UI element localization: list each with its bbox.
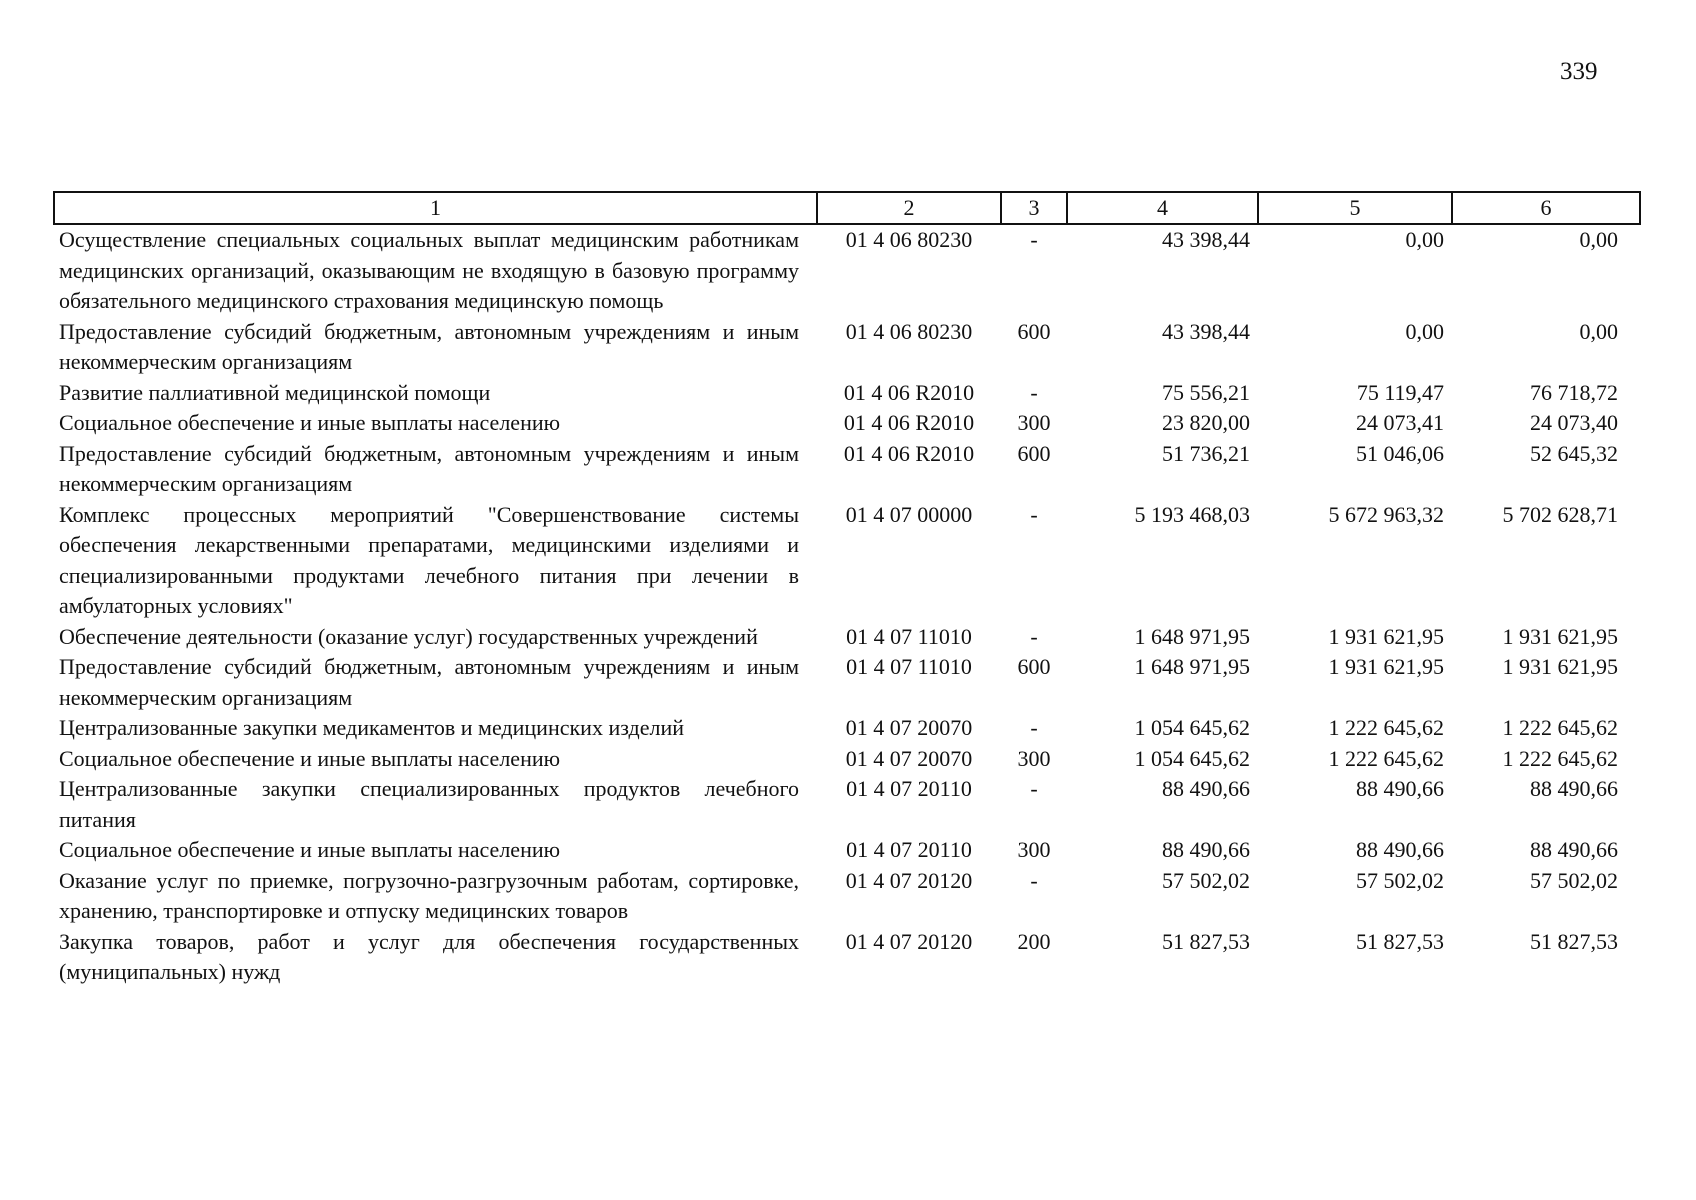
row-code-cell: 01 4 06 R2010 [843,379,975,405]
row-amount-col5-cell: 1 222 645,62 [1328,715,1444,740]
row-amount-col6-cell: 1 222 645,62 [1502,745,1618,771]
table-row [54,378,1640,409]
row-amount-col6-cell: 51 827,53 [1530,928,1618,954]
row-amount-col5-cell: 1 931 621,95 [1328,623,1444,649]
row-amount-col6-cell: 5 702 628,71 [1502,501,1618,527]
row-amount-col6-cell: 88 490,66 [1530,837,1618,862]
row-expense-type-cell: - [1030,715,1038,740]
table-row [54,500,1640,622]
row-amount-col6-cell: 76 718,72 [1530,379,1618,405]
row-expense-type-cell: 300 [1017,745,1051,771]
row-amount-col6-cell: 57 502,02 [1530,867,1618,893]
row-code-cell: 01 4 06 80230 [845,227,973,252]
row-amount-col5-cell: 88 490,66 [1356,837,1444,862]
row-code-cell: 01 4 07 11010 [846,623,972,649]
row-amount-col5-cell: 0,00 [1405,318,1444,344]
row-amount-col6-cell: 24 073,40 [1530,410,1618,435]
row-amount-col4-cell: 57 502,02 [1162,867,1250,893]
row-amount-col4-cell: 43 398,44 [1162,227,1250,252]
row-code-cell: 01 4 07 20110 [846,837,972,862]
row-amount-col5-cell: 1 222 645,62 [1328,745,1444,771]
row-amount-col6-cell: 0,00 [1579,227,1618,252]
row-expense-type-cell: - [1030,623,1038,649]
row-amount-col5-cell: 1 931 621,95 [1328,654,1444,679]
column-header-3: 3 [1001,192,1067,224]
table-row [54,652,1640,713]
row-amount-col5-cell: 51 046,06 [1356,440,1444,466]
row-code-cell: 01 4 06 80230 [845,318,973,344]
row-name-cell: Социальное обеспечение и иные выплаты населению [59,745,561,771]
row-amount-col4-cell: 5 193 468,03 [1134,501,1250,527]
row-amount-col6-cell: 1 222 645,62 [1502,715,1618,740]
row-name-cell: Централизованные закупки специализированных продуктов лечебного питания [59,776,799,832]
row-expense-type-cell: - [1030,379,1038,405]
page-number: 339 [1560,58,1598,85]
row-amount-col4-cell: 1 054 645,62 [1134,745,1250,771]
row-amount-col6-cell: 88 490,66 [1530,776,1618,801]
row-name-cell: Предоставление субсидий бюджетным, автономным учреждениям и иным некоммерческим организациям [59,318,799,374]
row-amount-col5-cell: 0,00 [1405,227,1444,252]
row-name-cell: Комплекс процессных мероприятий "Совершенствование системы обеспечения лекарственными препаратами, медицинскими изделиями и специализированными продуктами лечебного питания при лечении в амбулаторных условиях" [59,501,799,618]
row-name-cell: Обеспечение деятельности (оказание услуг) государственных учреждений [59,623,758,649]
table-row [54,439,1640,500]
row-amount-col6-cell: 0,00 [1579,318,1618,344]
row-expense-type-cell: - [1030,776,1038,801]
row-amount-col5-cell: 75 119,47 [1356,379,1444,405]
table-row [54,713,1640,744]
table-row [54,744,1640,775]
row-expense-type-cell: - [1030,867,1038,893]
row-amount-col5-cell: 24 073,41 [1356,410,1444,435]
column-header-6: 6 [1452,192,1640,224]
budget-table [53,191,1641,988]
row-code-cell: 01 4 07 20110 [846,776,972,801]
row-amount-col5-cell: 88 490,66 [1356,776,1444,801]
row-code-cell: 01 4 06 R2010 [843,410,975,435]
row-expense-type-cell: 300 [1017,410,1051,435]
table-row [54,835,1640,866]
row-amount-col4-cell: 51 736,21 [1162,440,1250,466]
row-name-cell: Социальное обеспечение и иные выплаты населению [59,837,561,862]
table-row [54,774,1640,835]
column-header-2: 2 [817,192,1001,224]
row-name-cell: Закупка товаров, работ и услуг для обеспечения государственных (муниципальных) нужд [59,928,799,984]
table-body [54,224,1640,988]
row-name-cell: Оказание услуг по приемке, погрузочно-разгрузочным работам, сортировке, хранению, транспортировке и отпуску медицинских товаров [59,867,799,923]
row-amount-col4-cell: 51 827,53 [1162,928,1250,954]
row-amount-col5-cell: 5 672 963,32 [1328,501,1444,527]
row-amount-col6-cell: 1 931 621,95 [1502,654,1618,679]
table-row [54,224,1640,317]
row-expense-type-cell: 600 [1017,654,1051,679]
row-amount-col4-cell: 23 820,00 [1162,410,1250,435]
header-row [54,192,1640,224]
row-name-cell: Развитие паллиативной медицинской помощи [59,379,491,405]
row-amount-col4-cell: 1 648 971,95 [1134,623,1250,649]
row-code-cell: 01 4 07 00000 [845,501,973,527]
row-amount-col4-cell: 1 648 971,95 [1134,654,1250,679]
row-expense-type-cell: 300 [1017,837,1051,862]
table-row [54,622,1640,653]
row-name-cell: Социальное обеспечение и иные выплаты населению [59,410,561,435]
row-amount-col4-cell: 1 054 645,62 [1134,715,1250,740]
row-amount-col4-cell: 88 490,66 [1162,837,1250,862]
row-amount-col4-cell: 43 398,44 [1162,318,1250,344]
budget-table-container [53,191,1639,988]
row-name-cell: Предоставление субсидий бюджетным, автономным учреждениям и иным некоммерческим организациям [59,440,799,496]
column-header-4: 4 [1067,192,1258,224]
row-expense-type-cell: 600 [1017,440,1051,466]
row-code-cell: 01 4 07 20070 [845,715,973,740]
row-expense-type-cell: - [1030,501,1038,527]
table-row [54,927,1640,988]
row-code-cell: 01 4 07 20120 [845,867,973,893]
row-amount-col5-cell: 57 502,02 [1356,867,1444,893]
row-amount-col4-cell: 75 556,21 [1162,379,1250,405]
row-amount-col4-cell: 88 490,66 [1162,776,1250,801]
row-code-cell: 01 4 07 11010 [846,654,972,679]
row-expense-type-cell: 200 [1017,928,1051,954]
table-row [54,866,1640,927]
row-amount-col6-cell: 52 645,32 [1530,440,1618,466]
table-row [54,317,1640,378]
table-row [54,408,1640,439]
row-code-cell: 01 4 07 20120 [845,928,973,954]
row-expense-type-cell: - [1030,227,1038,252]
row-name-cell: Предоставление субсидий бюджетным, автономным учреждениям и иным некоммерческим организациям [59,654,799,710]
row-code-cell: 01 4 06 R2010 [843,440,975,466]
row-amount-col6-cell: 1 931 621,95 [1502,623,1618,649]
table-header [54,192,1640,224]
row-name-cell: Осуществление специальных социальных выплат медицинским работникам медицинских организаций, оказывающим не входящую в базовую программу обязательного медицинского страхования медицинскую помощь [59,227,799,313]
row-code-cell: 01 4 07 20070 [845,745,973,771]
column-header-5: 5 [1258,192,1452,224]
row-name-cell: Централизованные закупки медикаментов и медицинских изделий [59,715,684,740]
row-amount-col5-cell: 51 827,53 [1356,928,1444,954]
row-expense-type-cell: 600 [1017,318,1051,344]
column-header-1: 1 [54,192,817,224]
